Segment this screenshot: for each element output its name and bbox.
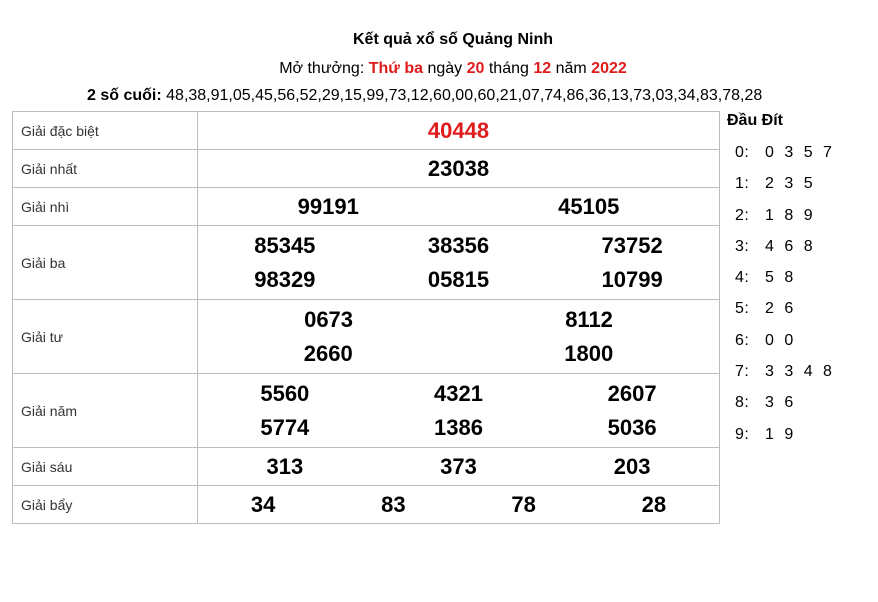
dau-dit-head: 5:	[735, 300, 750, 318]
day-label: ngày	[427, 60, 463, 77]
prize-number-row	[198, 487, 719, 523]
page-title: Kết quả xổ số Quảng Ninh	[352, 31, 553, 48]
last-two-label: 2 số cuối:	[87, 87, 162, 104]
dau-dit-item	[727, 325, 867, 356]
prize-number: 1386	[434, 414, 483, 440]
prize-number: 203	[613, 453, 651, 479]
dau-dit-head: 4:	[735, 269, 750, 287]
prize-number: 05815	[427, 266, 490, 292]
prize-numbers	[198, 112, 720, 150]
prize-number: 5560	[260, 380, 310, 406]
prize-number: 2660	[303, 340, 353, 366]
prize-number: 0673	[304, 306, 354, 332]
prize-number-row	[198, 411, 719, 445]
dau-dit-tails: 2 3 5	[765, 175, 816, 193]
prize-number: 28	[641, 491, 667, 517]
prize-numbers	[198, 374, 720, 448]
dau-dit-item	[727, 137, 867, 168]
dau-dit-item	[727, 168, 867, 199]
dau-dit-tails: 0 0	[765, 331, 797, 349]
dau-dit-head: 0:	[735, 144, 750, 161]
prize-label: Giải ba	[13, 226, 198, 300]
prize-number: 38356	[427, 232, 490, 258]
dau-dit-tails: 1 9	[765, 425, 797, 443]
prize-row	[13, 226, 720, 300]
prize-numbers	[198, 150, 720, 188]
dau-dit-tails: 5 8	[765, 269, 797, 287]
dau-dit-tails: 1 8 9	[765, 206, 816, 224]
prize-number-row	[198, 337, 719, 371]
prize-row	[13, 112, 720, 150]
prize-number: 5774	[260, 414, 310, 440]
dau-dit-tails: 0 3 5 7	[765, 144, 835, 161]
dau-dit-tails: 3 6	[765, 394, 797, 412]
prize-numbers	[198, 188, 720, 226]
dau-dit-head: 8:	[735, 394, 750, 412]
draw-prefix: Mở thưởng:	[279, 60, 365, 77]
dau-dit-item	[727, 387, 867, 418]
prize-numbers	[198, 448, 720, 486]
prize-row	[13, 188, 720, 226]
prize-number-row	[198, 189, 719, 225]
draw-weekday: Thứ ba	[368, 60, 423, 77]
last-two-digits-line	[87, 86, 762, 106]
prize-label: Giải năm	[13, 374, 198, 448]
prize-number-row	[198, 151, 719, 187]
dau-dit-tails: 3 3 4 8	[765, 363, 835, 381]
dau-dit-item	[727, 200, 867, 231]
prize-number: 4321	[434, 380, 483, 406]
dau-dit-item	[727, 356, 867, 387]
prize-label: Giải sáu	[13, 448, 198, 486]
prize-number: 5036	[607, 414, 657, 440]
dau-dit-item	[727, 231, 867, 262]
prize-number: 10799	[601, 266, 663, 292]
dau-dit-head: 7:	[735, 363, 750, 381]
last-two-values: 48,38,91,05,45,56,52,29,15,99,73,12,60,00,60,21,07,74,86,36,13,73,03,34,83,78,28	[166, 87, 763, 104]
prize-number-row	[198, 303, 719, 337]
dau-dit-panel	[727, 111, 867, 450]
prize-number: 99191	[297, 193, 359, 219]
prize-number: 313	[266, 453, 304, 479]
dau-dit-tails: 4 6 8	[765, 237, 816, 255]
prize-number: 8112	[565, 306, 613, 332]
prize-numbers	[198, 226, 720, 300]
prize-number-row	[198, 449, 719, 485]
dau-dit-item	[727, 419, 867, 450]
dau-dit-title: Đầu Đít	[727, 112, 783, 129]
prize-number: 2607	[607, 380, 657, 406]
draw-year: 2022	[591, 60, 627, 77]
prize-label: Giải đặc biệt	[13, 112, 198, 150]
prize-numbers	[198, 486, 720, 524]
prize-number-row	[198, 377, 719, 411]
dau-dit-item	[727, 293, 867, 324]
dau-dit-head: 3:	[735, 237, 750, 255]
prize-row	[13, 486, 720, 524]
prize-number: 45105	[558, 193, 620, 219]
prize-number: 34	[250, 491, 276, 517]
month-label: tháng	[488, 60, 529, 77]
prize-number-row	[198, 113, 719, 149]
prize-number: 373	[440, 453, 477, 479]
prize-numbers	[198, 300, 720, 374]
draw-day: 20	[466, 60, 485, 77]
prize-number: 40448	[427, 117, 490, 143]
prize-label: Giải nhất	[13, 150, 198, 188]
dau-dit-head: 9:	[735, 425, 750, 443]
dau-dit-tails: 2 6	[765, 300, 797, 318]
year-label: năm	[555, 60, 587, 77]
prize-row	[13, 300, 720, 374]
prize-number-row	[198, 263, 719, 297]
prize-row	[13, 374, 720, 448]
prize-number-row	[198, 229, 719, 263]
prize-number: 78	[511, 491, 536, 517]
prize-number: 23038	[427, 155, 490, 181]
prize-number: 1800	[564, 340, 614, 366]
prize-label: Giải bẩy	[13, 486, 198, 524]
prize-number: 98329	[254, 266, 316, 292]
dau-dit-head: 2:	[735, 206, 750, 224]
prize-number: 73752	[601, 232, 663, 258]
prize-label: Giải tư	[13, 300, 198, 374]
draw-date-line	[0, 59, 878, 79]
prize-number: 83	[381, 491, 406, 517]
results-table	[12, 111, 720, 524]
dau-dit-head: 6:	[735, 331, 750, 349]
prize-label: Giải nhì	[13, 188, 198, 226]
dau-dit-item	[727, 262, 867, 293]
dau-dit-head: 1:	[735, 175, 750, 193]
prize-row	[13, 448, 720, 486]
prize-number: 85345	[254, 232, 316, 258]
prize-row	[13, 150, 720, 188]
draw-month: 12	[533, 60, 552, 77]
